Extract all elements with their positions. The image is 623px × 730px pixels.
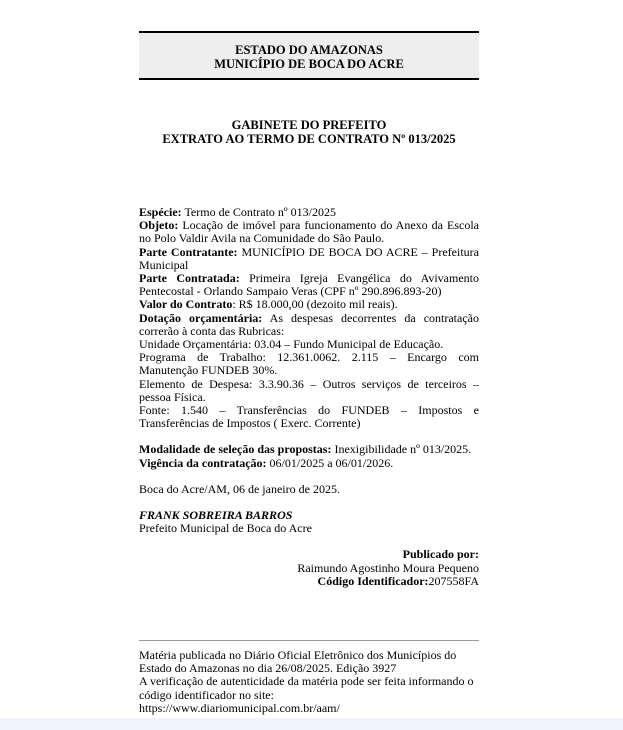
dotacao-value: As despesas decorrentes da contratação correrão à conta das Rubricas: (139, 310, 479, 338)
vigencia-label: Vigência da contratação: (139, 455, 267, 470)
contratante-label: Parte Contratante: (139, 244, 238, 259)
dotacao-label: Dotação orçamentária: (139, 310, 263, 325)
elemento-line: Elemento de Despesa: 3.3.90.36 – Outros serviços de terceiros – pessoa Física. (139, 376, 479, 404)
footer-verification-note: A verificação de autenticidade da matéria pode ser feita informando o código identificador no site: (139, 674, 474, 702)
fonte-line: Fonte: 1.540 – Transferências do FUNDEB – Impostos e Transferências de Impostos ( Exerc. Corrente) (139, 403, 479, 431)
modalidade-label: Modalidade de seleção das propostas: (139, 442, 332, 457)
objeto-line (139, 219, 479, 245)
municipality-name: MUNICÍPIO DE BOCA DO ACRE (214, 57, 404, 71)
contratada-label: Parte Contratada: (139, 271, 240, 286)
vigencia-value: 06/01/2025 a 06/01/2026. (266, 455, 394, 470)
objeto-label: Objeto: (139, 218, 179, 233)
viewer-bottom-strip (0, 718, 623, 730)
contratada-line (139, 272, 479, 298)
objeto-value: Locação de imóvel para funcionamento do Anexo da Escola no Polo Valdir Avila na Comunidade do São Paulo. (139, 218, 479, 246)
document-title (139, 118, 479, 146)
state-name: ESTADO DO AMAZONAS (235, 43, 383, 57)
valor-label: Valor do Contrato (139, 297, 233, 312)
publication-footer (139, 640, 479, 715)
signatory-name: FRANK SOBREIRA BARROS (139, 508, 293, 523)
contratante-value: MUNICÍPIO DE BOCA DO ACRE – Prefeitura Municipal (139, 244, 479, 272)
programa-line: Programa de Trabalho: 12.361.0062. 2.115 – Encargo com Manutenção FUNDEB 30%. (139, 350, 479, 378)
title-line-1: GABINETE DO PREFEITO (231, 118, 387, 132)
unidade-line: Unidade Orçamentária: 03.04 – Fundo Municipal de Educação. (139, 337, 444, 352)
identifier-code-value: 207558FA (428, 573, 479, 588)
valor-value: : R$ 18.000,00 (dezoito mil reais). (232, 297, 398, 312)
signatory-role: Prefeito Municipal de Boca do Acre (139, 521, 312, 536)
footer-publication-note: Matéria publicada no Diário Oficial Eletrônico dos Municípios do Estado do Amazonas no dia 26/08/2025. Edição 3927 (139, 648, 457, 676)
contratada-value: Primeira Igreja Evangélica do Avivamento Pentecostal - Orlando Sampaio Veras (CPF nº 290.896.893-20) (139, 271, 479, 299)
publisher-name: Raimundo Agostinho Moura Pequeno (297, 560, 479, 575)
vigencia-line (139, 457, 479, 470)
contratante-line (139, 246, 479, 272)
especie-value: Termo de Contrato nº 013/2025 (181, 205, 336, 219)
title-line-2: EXTRATO AO TERMO DE CONTRATO Nº 013/2025 (162, 132, 456, 146)
header-box (139, 31, 479, 80)
footer-site-link[interactable]: https://www.diariomunicipal.com.br/aam/ (139, 700, 340, 715)
contract-body (139, 206, 479, 588)
identifier-code-label: Código Identificador: (317, 573, 429, 588)
identifier-code-line (139, 575, 479, 588)
modalidade-value: Inexigibilidade nº 013/2025. (331, 442, 472, 457)
especie-label: Espécie: (139, 205, 182, 219)
place-date: Boca do Acre/AM, 06 de janeiro de 2025. (139, 481, 340, 496)
published-by-label: Publicado por: (402, 547, 479, 562)
document-page (139, 31, 479, 588)
dotacao-line (139, 312, 479, 338)
